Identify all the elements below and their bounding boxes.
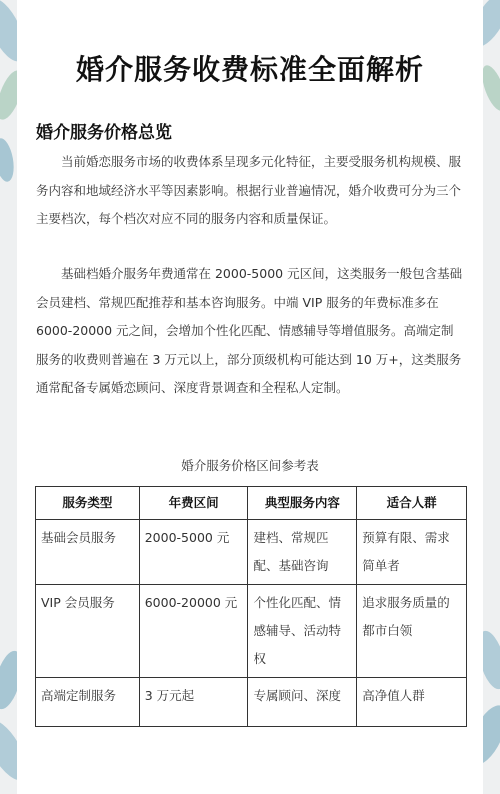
table-row	[36, 585, 467, 678]
price-table	[35, 486, 467, 727]
header-cell: 服务类型	[36, 487, 140, 520]
table-cell: 2000-5000 元	[139, 520, 248, 585]
header-cell: 典型服务内容	[248, 487, 357, 520]
table-cell: 个性化匹配、情感辅导、活动特权	[248, 585, 357, 678]
table-cell: 预算有限、需求简单者	[357, 520, 467, 585]
table-cell: 追求服务质量的都市白领	[357, 585, 467, 678]
table-row	[36, 520, 467, 585]
table-cell: 专属顾问、深度	[248, 678, 357, 727]
header-cell: 适合人群	[357, 487, 467, 520]
table-cell: 基础会员服务	[36, 520, 140, 585]
table-header-row	[36, 487, 467, 520]
table-cell: 3 万元起	[139, 678, 248, 727]
page-title: 婚介服务收费标准全面解析	[75, 53, 424, 86]
paragraph-1: 当前婚恋服务市场的收费体系呈现多元化特征，主要受服务机构规模、服务内容和地域经济水平等因素影响。根据行业普遍情况，婚介收费可分为三个主要档次，每个档次对应不同的服务内容和质量保证。	[36, 154, 462, 226]
header-cell: 年费区间	[139, 487, 248, 520]
table-cell: 高端定制服务	[36, 678, 140, 727]
section-heading: 婚介服务价格总览	[36, 123, 172, 143]
table-caption: 婚介服务价格区间参考表	[181, 458, 319, 473]
paragraph-2: 基础档婚介服务年费通常在 2000-5000 元区间，这类服务一般包含基础会员建档、常规匹配推荐和基本咨询服务。中端 VIP 服务的年费标准多在 6000-20000 元之间，会增加个性化匹配、情感辅导等增值服务。高端定制服务的收费则普遍在 3 万元以上，部分顶级机构可能达到 10 万+，这类服务通常配备专属婚恋顾问、深度背景调查和全程私人定制。	[36, 266, 463, 395]
table-cell: 建档、常规匹配、基础咨询	[248, 520, 357, 585]
table-cell: 高净值人群	[357, 678, 467, 727]
table-cell: VIP 会员服务	[36, 585, 140, 678]
table-cell: 6000-20000 元	[139, 585, 248, 678]
document-page	[17, 0, 483, 794]
table-row	[36, 678, 467, 727]
